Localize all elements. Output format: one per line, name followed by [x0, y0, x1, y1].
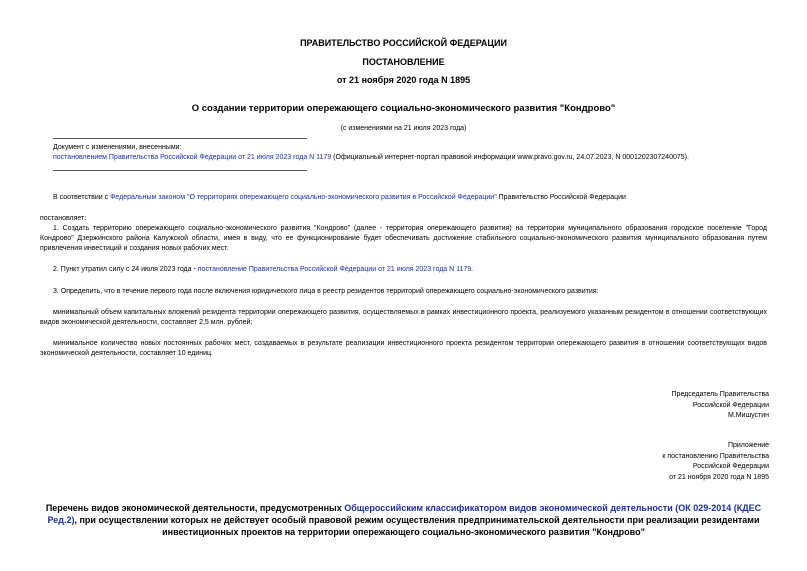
appendix-title: Приложение [727, 442, 769, 449]
preamble-text-end: Правительство Российской Федерации [496, 194, 626, 201]
appendix-heading [40, 502, 767, 538]
item-3-investment: минимальный объем капитальных вложений резидента территории опережающего развития, осуществляемых в рамках инвестиционного проекта, реализуемого указанным резидентом в отношении соответствующих видов экономической деятельности, составляет 2,5 млн. рублей; [40, 309, 767, 326]
changes-intro: Документ с изменениями, внесенными: [53, 144, 182, 151]
signature-position: Председатель Правительства [671, 391, 769, 398]
appendix-date: от 21 ноября 2020 года N 1895 [669, 473, 769, 481]
appendix-ref: к постановлению Правительства [662, 452, 769, 460]
appendix-country: Российской Федерации [692, 463, 769, 470]
item-2-text: 2. Пункт утратил силу с 24 июля 2023 года - [53, 266, 198, 273]
item-2-end: . [471, 266, 474, 273]
preamble [53, 193, 767, 203]
decides-label: постановляет: [40, 215, 87, 222]
document-title: О создании территории опережающего социально-экономического развития "Кондрово" [191, 103, 616, 114]
signature-name: М.Мишустин [727, 412, 769, 419]
preamble-text-start: В соответствии с [53, 194, 111, 201]
changes-amendment-link[interactable]: постановлением Правительства Российской Федерации от 21 июля 2023 года N 1179 [53, 154, 332, 161]
appendix-heading-start: Перечень видов экономической деятельности, предусмотренных [45, 503, 345, 513]
revision-note: (с изменениями на 21 июля 2023 года) [340, 125, 467, 132]
item-1: 1. Создать территорию опережающего социально-экономического развития "Кондрово" (далее - территория опережающего развития) на территории муниципального образования городское поселение "Город Кондрово" Дзержинского района Калужской области, имея в виду, что ее функционирование будет обеспечивать достижение стабильного социально-экономического развития муниципального образования путем привлечения инвестиций и создания новых рабочих мест. [40, 225, 767, 252]
appendix-block [662, 441, 769, 483]
changes-block [53, 143, 773, 163]
government-heading: ПРАВИТЕЛЬСТВО РОССИЙСКОЙ ФЕДЕРАЦИИ [300, 38, 507, 48]
appendix-heading-end: , при осуществлении которых не действует особый правовой режим осуществления предпринимательской деятельности при реализации резидентами инвестиционных проектов на территории опережающего социально-экономического развития "Кондрово" [74, 515, 760, 537]
item-3-jobs: минимальное количество новых постоянных рабочих мест, создаваемых в результате реализации инвестиционного проекта резидентом территории опережающего развития в отношении соответствующих видов экономической деятельности, составляет 10 единиц. [40, 340, 767, 357]
document-type: ПОСТАНОВЛЕНИЕ [362, 57, 445, 67]
changes-source: (Официальный интернет-портал правовой информации www.pravo.gov.ru, 24.07.2023, N 0001202307240075). [331, 154, 689, 161]
item-3: 3. Определить, что в течение первого года после включения юридического лица в реестр резидентов территорий опережающего социально-экономического развития: [53, 288, 599, 295]
okved-classifier-link[interactable]: Общероссийским классификатором видов экономической деятельности (ОК 029-2014 (КДЕС Ред.2) [47, 503, 762, 525]
federal-law-link[interactable]: Федеральным законом "О территориях опережающего социально-экономического развития в Российской Федерации" [110, 194, 497, 201]
signature-block [672, 390, 769, 422]
document-date-number: от 21 ноября 2020 года N 1895 [336, 75, 471, 85]
changes-bottom-divider [53, 170, 307, 171]
signature-country: Российской Федерации [692, 401, 769, 409]
changes-top-divider [53, 138, 307, 139]
changes-line [53, 153, 773, 163]
item-2 [53, 265, 767, 275]
item-2-amendment-link[interactable]: постановление Правительства Российской Федерации от 21 июля 2023 года N 1179 [197, 266, 472, 273]
